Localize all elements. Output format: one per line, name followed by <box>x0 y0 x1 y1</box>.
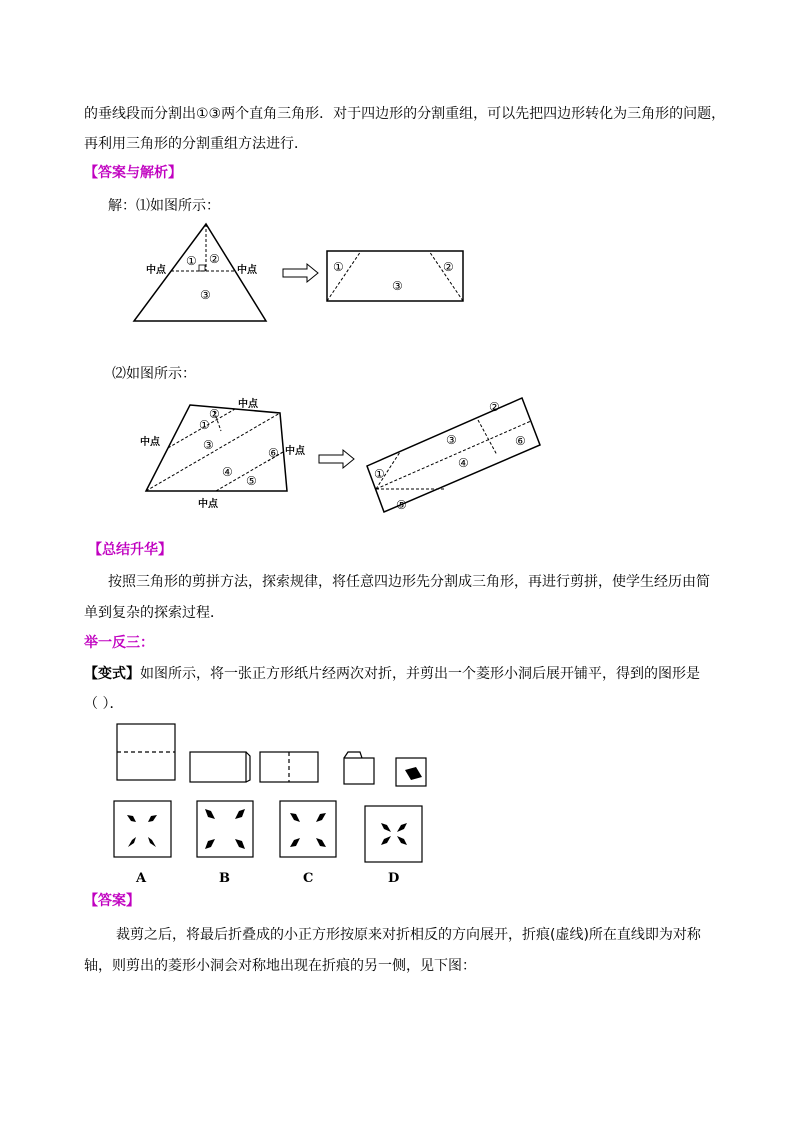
folding-options-figure <box>0 700 794 900</box>
para-piece-2-label: ② <box>489 400 500 414</box>
solution-part-1: 解：⑴如图所示： <box>108 198 220 214</box>
option-c-square <box>280 801 336 857</box>
para-piece-4-label: ④ <box>458 456 469 470</box>
rect-piece-1-label: ① <box>333 260 344 274</box>
para-piece-5-label: ⑤ <box>396 498 407 512</box>
solution-part-2: ⑵如图所示： <box>112 366 196 382</box>
quad-piece-4-label: ④ <box>222 465 233 479</box>
rhombus-hole <box>405 767 422 780</box>
variant-text: 如图所示，将一张正方形纸片经两次对折，并剪出一个菱形小洞后展开铺平，得到的图形是 <box>140 666 700 682</box>
option-b-holes <box>205 809 245 849</box>
quad-piece-2-label: ② <box>209 407 220 421</box>
option-d-holes <box>381 823 407 845</box>
right-angle-mark <box>199 265 205 271</box>
quad-piece-1-label: ① <box>199 418 210 432</box>
heading-answer: 【答案】 <box>84 893 140 909</box>
result-parallelogram <box>367 398 540 512</box>
folded-half <box>190 752 246 782</box>
midpoint-label-top: 中点 <box>238 399 258 410</box>
variant-question <box>84 664 700 684</box>
para-piece-6-label: ⑥ <box>515 434 526 448</box>
option-a-square <box>114 801 171 857</box>
rect-piece-2-label: ② <box>443 260 454 274</box>
folded-quarter <box>344 758 374 784</box>
summary-line: 按照三角形的剪拼方法，探索规律，将任意四边形先分割成三角形，再进行剪拼，使学生经历由简 <box>108 574 710 590</box>
midpoint-label-right: 中点 <box>237 265 257 276</box>
piece-1-label: ① <box>186 254 197 268</box>
piece-3-label: ③ <box>200 288 211 302</box>
paragraph-line: 再利用三角形的分割重组方法进行． <box>84 136 308 152</box>
option-a-label: A <box>136 871 147 886</box>
heading-answer-analysis: 【答案与解析】 <box>84 165 182 181</box>
quad-piece-3-label: ③ <box>203 438 214 452</box>
midpoint-label-left: 中点 <box>140 437 160 448</box>
figure-triangle-to-rectangle <box>0 0 794 540</box>
arrow-icon <box>319 450 354 468</box>
heading-practice: 举一反三： <box>84 635 154 651</box>
midpoint-label-left: 中点 <box>146 265 166 276</box>
rect-piece-3-label: ③ <box>392 279 403 293</box>
piece-2-label: ② <box>209 252 220 266</box>
parallelogram-cut-lines <box>376 420 531 489</box>
result-rectangle <box>327 251 463 301</box>
quad-piece-5-label: ⑤ <box>246 474 257 488</box>
para-piece-1-label: ① <box>374 467 385 481</box>
paragraph-line: 的垂线段而分割出①③两个直角三角形．对于四边形的分割重组，可以先把四边形转化为三角形的问题， <box>84 106 726 122</box>
summary-line: 单到复杂的探索过程． <box>84 605 224 621</box>
folding-steps <box>117 724 426 786</box>
option-d-label: D <box>388 871 400 886</box>
heading-summary: 【总结升华】 <box>88 542 172 558</box>
answer-blank: （ ）． <box>84 696 124 712</box>
fold-edge <box>246 752 250 782</box>
option-a-holes <box>127 815 157 847</box>
fold-edge <box>344 752 362 758</box>
option-b-label: B <box>219 871 230 886</box>
answer-line: 裁剪之后，将最后折叠成的小正方形按原来对折相反的方向展开，折痕(虚线)所在直线即为对称 <box>116 927 701 943</box>
answer-line: 轴，则剪出的菱形小洞会对称地出现在折痕的另一侧，见下图： <box>84 958 476 974</box>
variant-tag: 【变式】 <box>84 666 140 682</box>
quad-piece-6-label: ⑥ <box>268 446 279 460</box>
midpoint-label-bottom: 中点 <box>198 499 218 510</box>
midpoint-label-right: 中点 <box>285 446 305 457</box>
option-c-holes <box>290 813 326 847</box>
triangle-cut-lines <box>171 224 236 271</box>
para-piece-3-label: ③ <box>446 433 457 447</box>
rectangle-cut-lines <box>327 251 463 301</box>
option-d-square <box>365 806 422 862</box>
option-c-label: C <box>303 871 314 886</box>
arrow-icon <box>283 264 318 282</box>
